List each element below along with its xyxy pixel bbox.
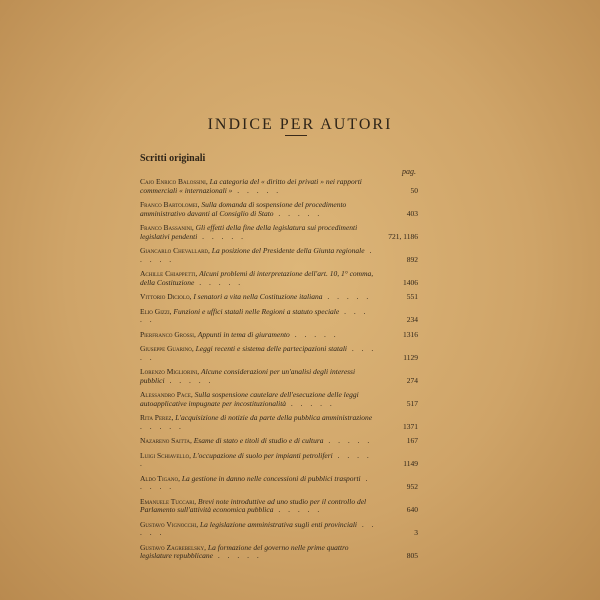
index-entry (140, 475, 418, 492)
entry-author: Rita Perez, (140, 413, 174, 422)
leader-dots: . . . . . (140, 306, 369, 324)
entry-page-number: 403 (406, 208, 418, 218)
entry-author: Franco Bartolomei, (140, 200, 200, 209)
entry-text (140, 475, 418, 492)
entry-page-number: 1316 (403, 329, 418, 339)
index-entry (140, 414, 418, 431)
leader-dots: . . . . . (194, 277, 244, 287)
leader-dots: . . . . . (286, 398, 335, 408)
entry-page-number: 3 (414, 528, 418, 537)
entry-text (140, 331, 418, 340)
index-entry (140, 293, 418, 302)
entry-author: Luigi Schiavello, (140, 450, 192, 460)
entry-text (140, 178, 418, 195)
index-entry (140, 345, 418, 362)
entry-title: Sulla sospensione cautelare dell'esecuzione delle leggi autoapplicative impugnate per incostituzionalità (140, 390, 359, 408)
entry-title: Esame di stato e titoli di studio e di cultura (193, 436, 324, 445)
section-heading: Scritti originali (140, 153, 206, 164)
leader-dots: . . . . . (140, 246, 375, 264)
entry-text (140, 224, 418, 241)
entry-title: La gestione in danno nelle concessioni di pubblici trasporti (181, 473, 361, 483)
index-entries (140, 178, 418, 567)
entry-title: Funzioni e uffici statali nelle Regioni a statuto speciale (173, 306, 340, 316)
index-entry (140, 247, 418, 264)
leader-dots: . . . . . (140, 450, 372, 468)
entry-author: Giancarlo Chevallard, (140, 246, 210, 255)
entry-title: Alcuni problemi di interpretazione dell'art. 10, 1° comma, della Costituzione (140, 269, 374, 287)
leader-dots: . . . . . (232, 185, 282, 195)
entry-title: Sulla domanda di sospensione del procedimento amministrativo davanti al Consiglio di Stato (140, 200, 347, 218)
entry-text (140, 437, 418, 446)
entry-title: La posizione del Presidente della Giunta regionale (211, 246, 365, 255)
entry-page-number: 1371 (403, 421, 418, 431)
leader-dots: . . . . . (289, 329, 339, 339)
entry-author: Pierfranco Grossi, (140, 329, 196, 339)
entry-author: Cajo Enrico Balossini, (140, 177, 208, 186)
entry-title: Appunti in tema di giuramento (197, 329, 290, 339)
entry-author: Lorenzo Migliorini, (140, 367, 200, 376)
page-column-label: pag. (402, 167, 416, 176)
entry-page-number: 234 (406, 315, 418, 324)
entry-title: Alcune considerazioni per un'analisi degli interessi pubblici (140, 367, 356, 385)
entry-author: Achille Chiappetti, (140, 269, 198, 278)
entry-author: Emanuele Tuccari, (140, 496, 197, 506)
entry-author: Aldo Tigano, (140, 473, 180, 483)
entry-author: Alessandro Pace, (140, 390, 193, 399)
index-entry (140, 544, 418, 561)
leader-dots: . . . . . (322, 292, 372, 301)
index-entry (140, 498, 418, 515)
entry-author: Gustavo Vignocchi, (140, 519, 199, 529)
leader-dots: . . . . . (273, 208, 323, 218)
entry-page-number: 1406 (403, 277, 418, 287)
entry-page-number: 640 (406, 505, 418, 514)
entry-title: La categoria del « diritto dei privati » nei rapporti commerciali « internazionali » (140, 177, 362, 195)
leader-dots: . . . . . (164, 375, 214, 385)
leader-dots: . . . . . (140, 473, 371, 491)
leader-dots: . . . . . (140, 344, 377, 362)
entry-text (140, 201, 418, 218)
index-entry (140, 521, 418, 538)
entry-text (140, 521, 418, 538)
entry-title: I senatori a vita nella Costituzione italiana (193, 292, 323, 301)
entry-title: L'acquisizione di notizie da parte della pubblica amministrazione (175, 413, 373, 422)
entry-text (140, 414, 418, 431)
title-rule (285, 135, 307, 136)
index-entry (140, 201, 418, 218)
leader-dots: . . . . . (140, 519, 377, 537)
index-entry (140, 270, 418, 287)
entry-text (140, 452, 418, 469)
entry-page-number: 274 (406, 375, 418, 385)
entry-author: Gustavo Zagrebelsky, (140, 542, 207, 552)
entry-author: Nazareno Saitta, (140, 436, 192, 445)
index-entry (140, 178, 418, 195)
entry-author: Franco Bassanini, (140, 223, 194, 232)
index-entry (140, 308, 418, 325)
entry-text (140, 293, 418, 302)
entry-author: Vittorio Diciolo, (140, 292, 192, 301)
entry-text (140, 270, 418, 287)
entry-title: La formazione del governo nelle prime quattro legislature repubblicane (140, 542, 349, 560)
entry-title: Brevi note introduttive ad uno studio per il controllo del Parlamento sull'attività economica pubblica (140, 496, 367, 514)
entry-title: Gli effetti della fine della legislatura sui procedimenti legislativi pendenti (140, 223, 358, 241)
entry-page-number: 517 (406, 398, 418, 408)
entry-title: L'occupazione di suolo per impianti petroliferi (192, 450, 333, 460)
entry-title: La legislazione amministrativa sugli enti provinciali (200, 519, 358, 529)
entry-page-number: 50 (410, 185, 418, 195)
entry-text (140, 498, 418, 515)
entry-text (140, 308, 418, 325)
entry-title: Leggi recenti e sistema delle partecipazioni statali (195, 344, 348, 353)
leader-dots: . . . . . (140, 421, 184, 431)
entry-page-number: 1129 (403, 352, 418, 362)
entry-author: Giuseppe Guarino, (140, 344, 194, 353)
entry-page-number: 1149 (403, 459, 418, 468)
entry-text (140, 368, 418, 385)
entry-text (140, 247, 418, 264)
entry-page-number: 892 (406, 254, 418, 264)
index-entry (140, 391, 418, 408)
entry-text (140, 544, 418, 561)
entry-page-number: 721, 1186 (388, 231, 418, 241)
index-entry (140, 224, 418, 241)
entry-page-number: 952 (406, 482, 418, 491)
index-entry (140, 368, 418, 385)
leader-dots: . . . . . (212, 551, 262, 560)
entry-page-number: 551 (406, 292, 418, 301)
leader-dots: . . . . . (273, 505, 323, 514)
leader-dots: . . . . . (323, 436, 373, 445)
entry-text (140, 345, 418, 362)
entry-text (140, 391, 418, 408)
entry-author: Elio Gizzi, (140, 306, 172, 316)
entry-page-number: 805 (406, 551, 418, 560)
index-entry (140, 437, 418, 446)
leader-dots: . . . . . (197, 231, 247, 241)
index-entry (140, 331, 418, 340)
page-title: INDICE PER AUTORI (207, 116, 393, 133)
index-entry (140, 452, 418, 469)
entry-page-number: 167 (406, 436, 418, 445)
